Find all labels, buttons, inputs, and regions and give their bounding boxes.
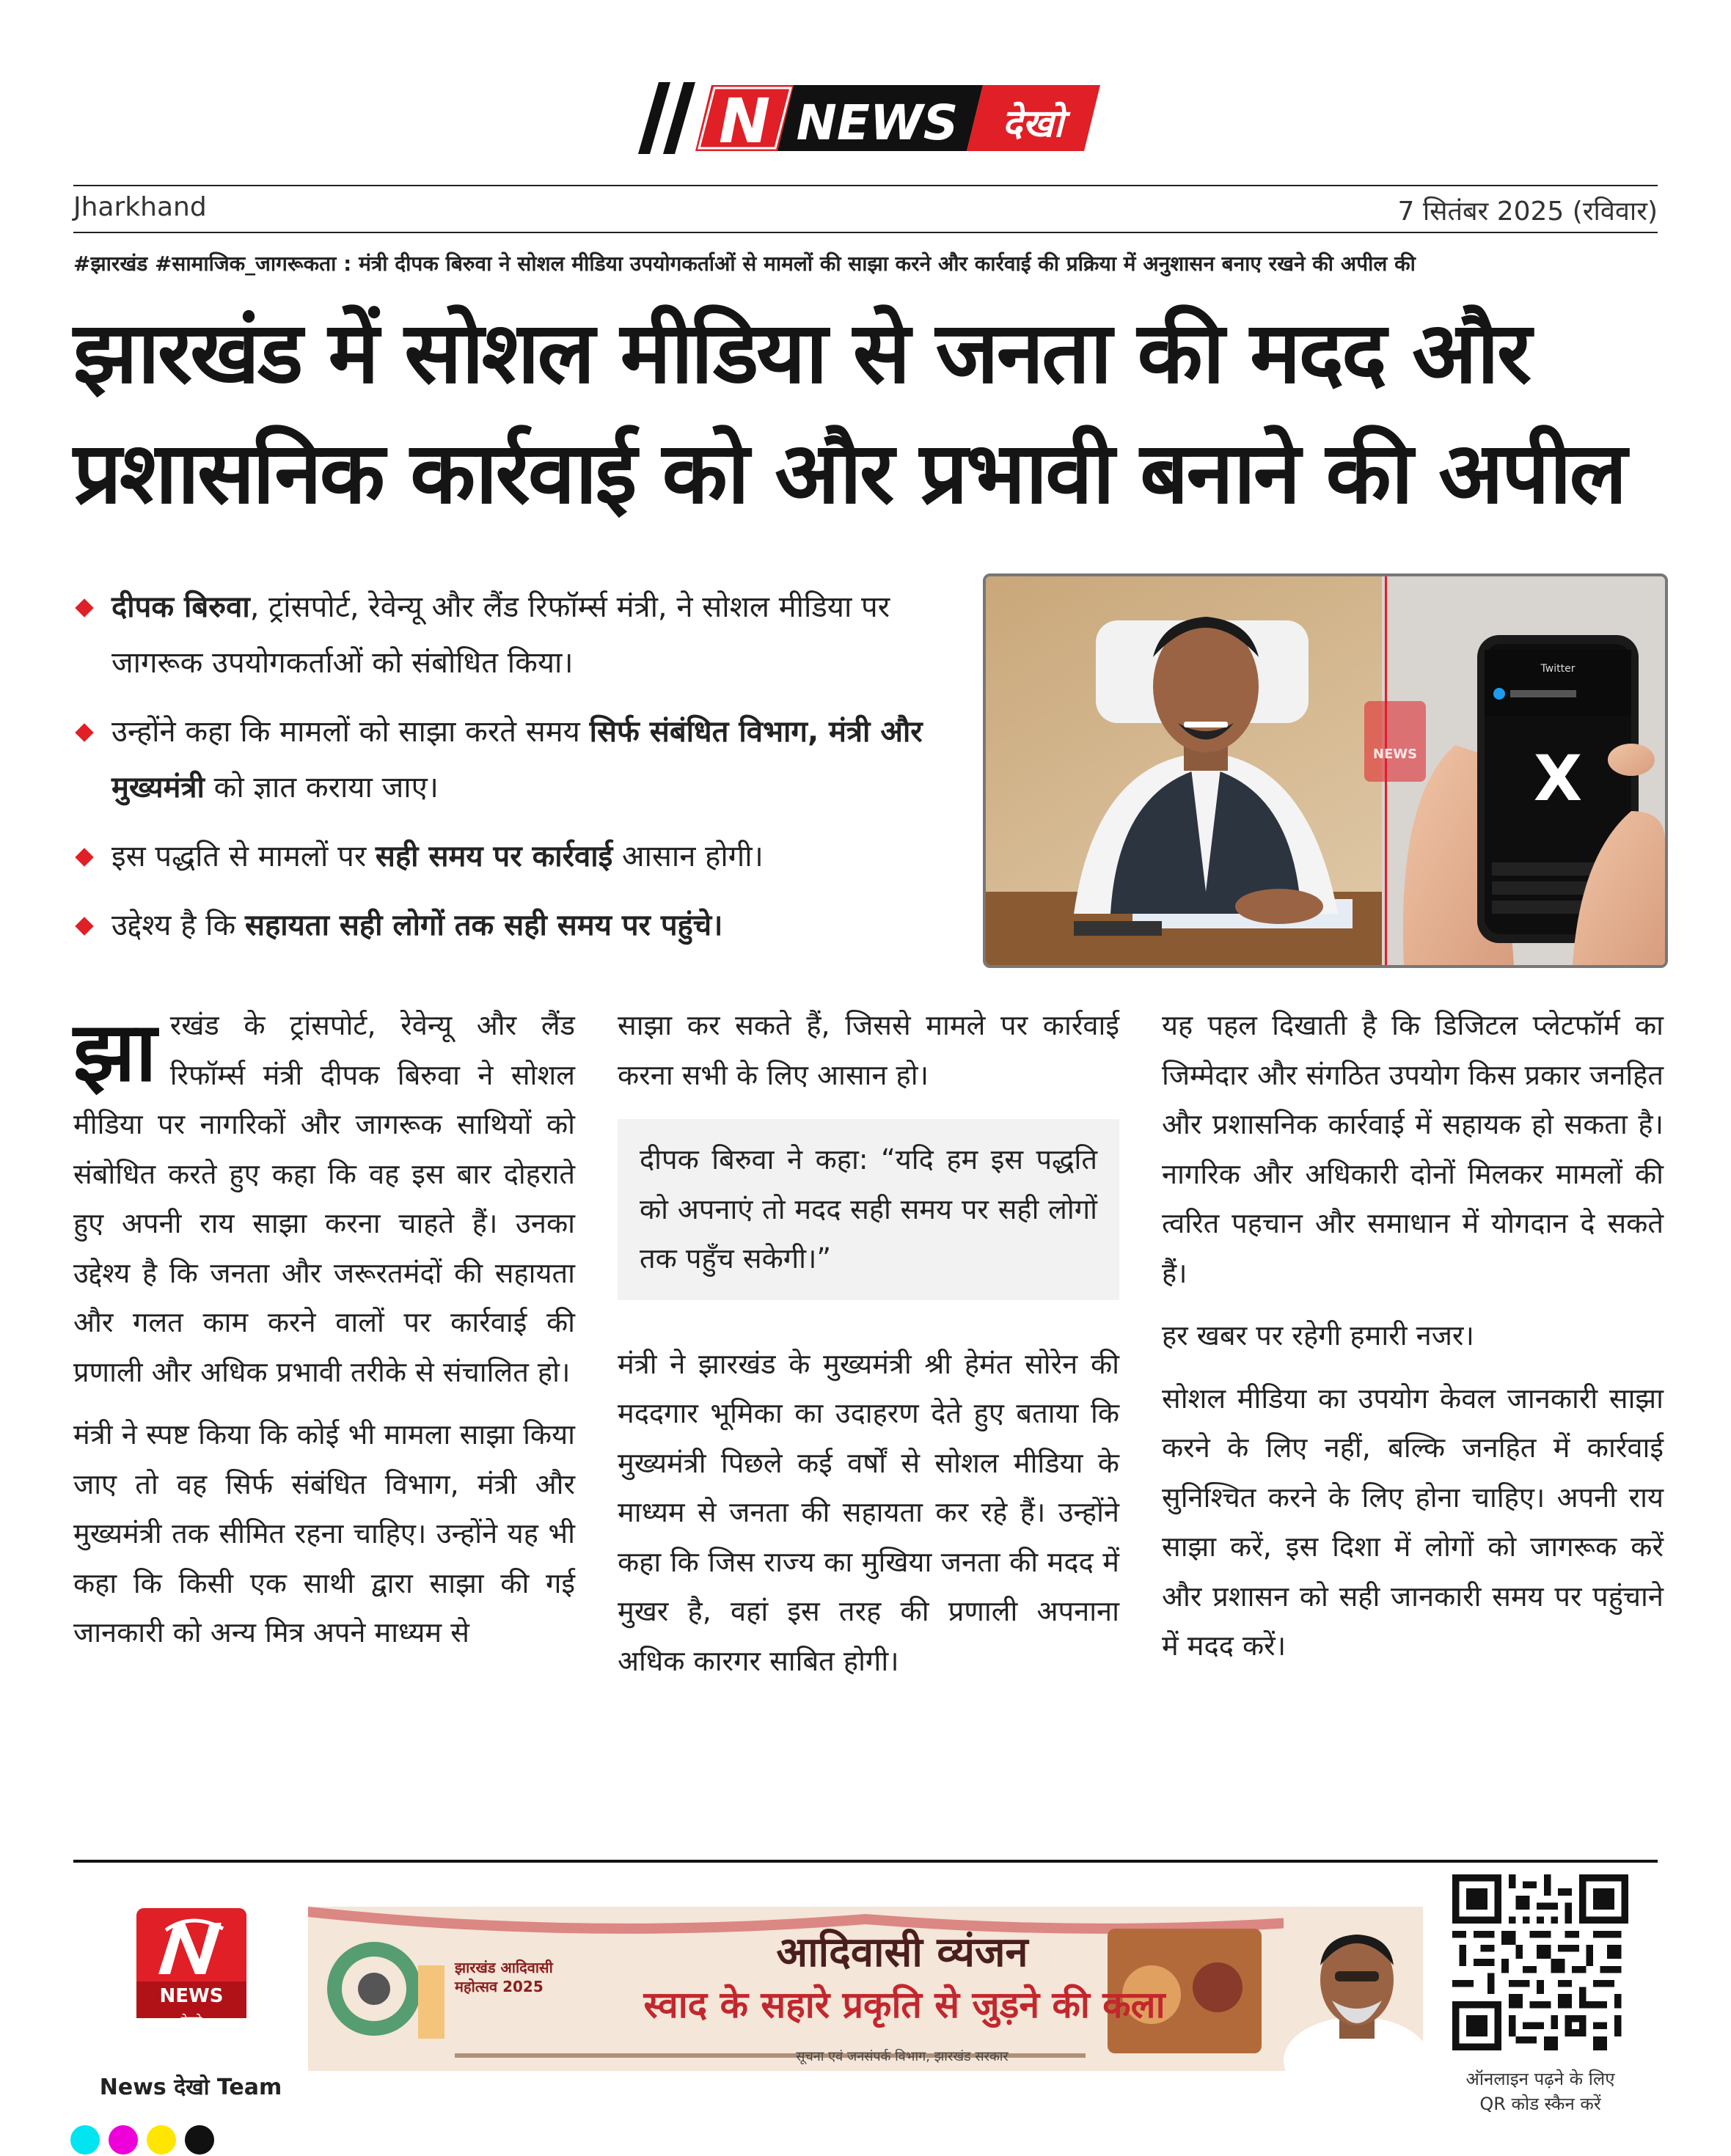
top-rule	[73, 185, 1658, 186]
bullet-bold: सिर्फ संबंधित विभाग, मंत्री और मुख्यमंत्री	[111, 715, 923, 804]
banner-note: सूचना एवं जनसंपर्क विभाग, झारखंड सरकार	[796, 2049, 1009, 2064]
bullet-bold: सहायता सही लोगों तक सही समय पर पहुंचे।	[244, 909, 723, 942]
logo-news: NEWS	[796, 95, 959, 151]
bullet-text: इस पद्धति से मामलों पर	[111, 840, 376, 873]
headline	[73, 293, 1665, 534]
bullet-text: को ज्ञात कराया जाए।	[204, 771, 439, 804]
square-logo-dekho: देखो	[180, 2014, 202, 2029]
photo-illustration	[986, 576, 1665, 965]
watermark-text: NEWS	[1372, 747, 1418, 762]
bullet-item	[73, 898, 924, 953]
bullet-text: आसान होगी।	[612, 840, 764, 873]
article-photo[interactable]	[983, 573, 1668, 968]
yellow-dot	[147, 2125, 176, 2155]
paragraph-2: मंत्री ने स्पष्ट किया कि कोई भी मामला साझा किया जाए तो वह सिर्फ संबंधित विभाग, मंत्री और मुख्यमंत्री तक सीमित रहना चाहिए। उन्होंने यह भी कहा कि किसी एक साथी द्वारा साझा की गई जानकारी को अन्य मित्र अपने माध्यम से	[73, 1418, 575, 1649]
newsdekho-logo[interactable]	[638, 82, 1100, 155]
qr-caption-line-2: QR कोड स्कैन करें	[1479, 2094, 1601, 2114]
hashtag-line: #झारखंड #सामाजिक_जागरूकता : मंत्री दीपक बिरुवा ने सोशल मीडिया उपयोगकर्ताओं से मामलों की साझा करने और कार्रवाई की प्रक्रिया में अनुशासन बनाए रखने की अपील की	[73, 252, 1416, 276]
svg-text:X: X	[1533, 742, 1583, 815]
bullet-bold: सही समय पर कार्रवाई	[375, 840, 613, 873]
logo-n: N	[718, 85, 771, 155]
bullet-text: , ट्रांसपोर्ट, रेवेन्यू और लैंड रिफॉर्म्स मंत्री, ने सोशल मीडिया पर जागरूक उपयोगकर्ताओं को संबोधित किया।	[111, 590, 890, 680]
body-column-1	[73, 1001, 575, 1671]
cmyk-marks	[70, 2125, 214, 2155]
body-column-3	[1162, 1001, 1664, 1684]
diamond-bullet-icon	[75, 848, 93, 866]
meta-rule	[73, 232, 1658, 233]
paragraph-5: यह पहल दिखाती है कि डिजिटल प्लेटफॉर्म का जिम्मेदार और संगठित उपयोग किस प्रकार जनहित और प्रशासनिक कार्रवाई में सहायक हो सकता है। नागरिक और अधिकारी दोनों मिलकर मामलों की त्वरित पहचान और समाधान में योगदान दे सकते हैं।	[1162, 1009, 1664, 1289]
qr-caption	[1438, 2067, 1643, 2116]
pull-quote: दीपक बिरुवा ने कहा: “यदि हम इस पद्धति को अपनाएं तो मदद सही समय पर सही लोगों तक पहुँच सकेगी।”	[618, 1119, 1119, 1300]
paragraph-6: हर खबर पर रहेगी हमारी नजर।	[1162, 1319, 1474, 1352]
bullet-item	[73, 579, 924, 691]
black-dot	[185, 2125, 214, 2155]
qr-caption-line-1: ऑनलाइन पढ़ने के लिए	[1465, 2069, 1615, 2089]
paragraph-3: साझा कर सकते हैं, जिससे मामले पर कार्रवाई करना सभी के लिए आसान हो।	[618, 1009, 1119, 1091]
banner-festival-label: झारखंड आदिवासी महोत्सव 2025	[455, 1959, 553, 1995]
footer-rule	[73, 1860, 1658, 1863]
phone-app-name: Twitter	[1540, 663, 1576, 675]
drop-cap: झा	[73, 1005, 157, 1100]
headline-line-1: झारखंड में सोशल मीडिया से जनता की मदद और	[73, 304, 1530, 403]
logo-dekho: देखो	[1002, 102, 1064, 146]
diamond-bullet-icon	[75, 917, 93, 935]
advertisement-banner[interactable]	[308, 1907, 1423, 2071]
team-label: News देखो Team	[99, 2075, 282, 2100]
diamond-bullet-icon	[75, 723, 93, 741]
square-logo-news: NEWS	[159, 1985, 224, 2007]
cyan-dot	[70, 2125, 100, 2155]
qr-code[interactable]	[1452, 1874, 1628, 2050]
region-label: Jharkhand	[73, 192, 207, 222]
banner-subtitle: स्वाद के सहारे प्रकृति से जुड़ने की कला	[643, 1984, 1165, 2026]
magenta-dot	[109, 2125, 138, 2155]
bullet-text: उन्होंने कहा कि मामलों को साझा करते समय	[111, 715, 590, 749]
paragraph-7: सोशल मीडिया का उपयोग केवल जानकारी साझा करने के लिए नहीं, बल्कि जनहित में कार्रवाई सुनिश्चित करने के लिए होना चाहिए। अपनी राय साझा करें, इस दिशा में लोगों को जागरूक करें और प्रशासन को सही जानकारी समय पर पहुंचाने में मदद करें।	[1162, 1382, 1664, 1662]
bullet-item	[73, 704, 924, 815]
bullet-text: उद्देश्य है कि	[111, 909, 245, 942]
bullet-bold: दीपक बिरुवा	[111, 590, 250, 624]
newsdekho-square-logo[interactable]	[136, 1908, 246, 2033]
summary-bullets	[73, 579, 924, 967]
paragraph-1-text: रखंड के ट्रांसपोर्ट, रेवेन्यू और लैंड रिफॉर्म्स मंत्री दीपक बिरुवा ने सोशल मीडिया पर नागरिकों और जागरूक साथियों को संबोधित करते हुए कहा कि वह इस बार दोहराते हुए अपनी राय साझा करना चाहते हैं। उनका उद्देश्य है कि जनता और जरूरतमंदों की सहायता और गलत काम करने वालों पर कार्रवाई की प्रणाली और अधिक प्रभावी तरीके से संचालित हो।	[73, 1009, 575, 1388]
paragraph-4: मंत्री ने झारखंड के मुख्यमंत्री श्री हेमंत सोरेन की मददगार भूमिका का उदाहरण देते हुए बताया कि मुख्यमंत्री पिछले कई वर्षों से सोशल मीडिया के माध्यम से जनता की सहायता कर रहे हैं। उन्होंने कहा कि जिस राज्य का मुखिया जनता की मदद में मुखर है, वहां इस तरह की प्रणाली अपनाना अधिक कारगर साबित होगी।	[618, 1347, 1119, 1677]
body-column-2	[618, 1001, 1119, 1699]
headline-line-2: प्रशासनिक कार्रवाई को और प्रभावी बनाने की अपील	[73, 424, 1625, 523]
bullet-item	[73, 829, 924, 884]
publish-date: 7 सितंबर 2025 (रविवार)	[1397, 197, 1658, 227]
banner-title: आदिवासी व्यंजन	[776, 1929, 1028, 1976]
diamond-bullet-icon	[75, 598, 93, 617]
paragraph-1	[73, 1001, 575, 1397]
